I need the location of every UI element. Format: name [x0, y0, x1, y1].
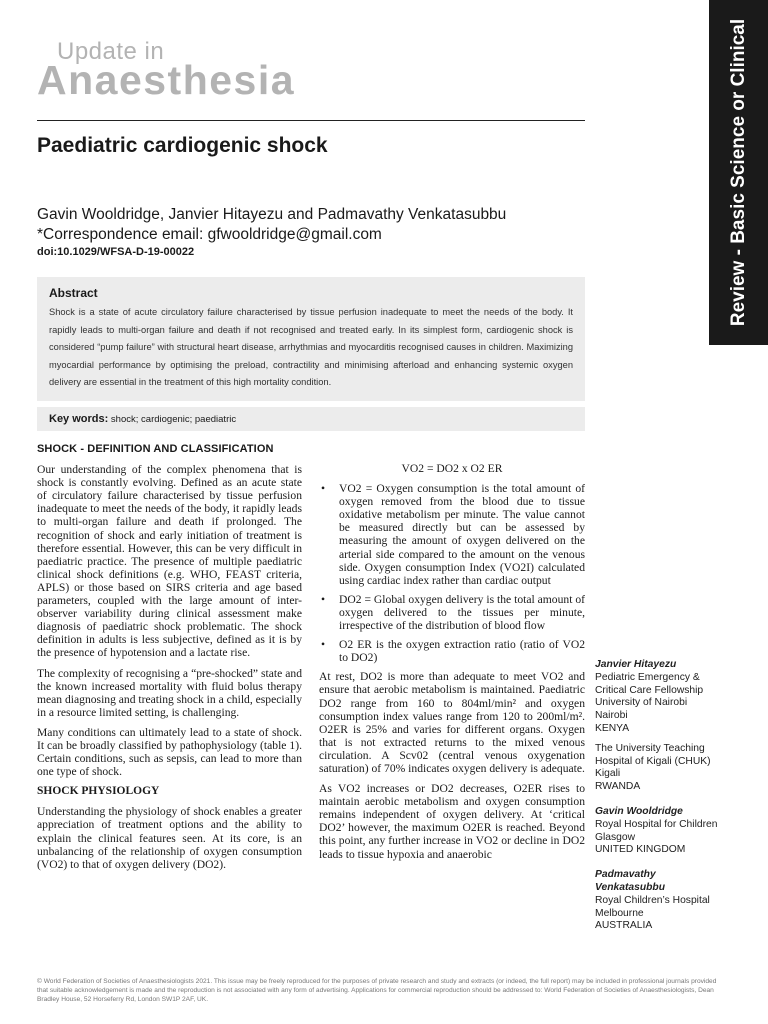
section-heading-physiology: SHOCK PHYSIOLOGY: [37, 785, 160, 798]
affiliation-name: Gavin Wooldridge: [595, 805, 683, 817]
list-item: • O2 ER is the oxygen extraction ratio (ratio of VO2 to DO2): [321, 638, 585, 665]
article-authors: Gavin Wooldridge, Janvier Hitayezu and Padmavathy Venkatasubbu: [37, 206, 507, 223]
right-column: [319, 462, 585, 868]
paragraph: As VO2 increases or DO2 decreases, O2ER rises to maintain aerobic metabolism and oxygen consumption remains independent of oxygen delivery. At ‘critical DO2’ however, the maximum O2ER is reached. Beyond this point, any further increase in VO2 or decline in DO2 leads to tissue hypoxia and anaerobic: [319, 782, 585, 861]
journal-masthead-small: Update in: [57, 38, 165, 65]
paragraph: Our understanding of the complex phenomena that is shock is constantly evolving. Defined as an acute state of circulatory failure characterised by tissue perfusion inadequate to meet the needs of the body, it rapidly leads to multi-organ failure and death if prolonged. The recognition of shock and early initiation of treatment is therefore essential. However, this can be very difficult in paediatric practice. The presence of multiple paediatric clinical shock definitions (e.g. WHO, FEAST criteria, APLS) or those based on SIRS criteria and age based parameters, coupled with the large amount of inter-observer variability during clinical assessment make diagnosis of paediatric shock problematic. The shock definition in adults is less subjective, defined as it is by the presence of hypotension and a lactate rise.: [37, 463, 302, 660]
side-banner: [709, 0, 768, 345]
section-heading-definition: SHOCK - DEFINITION AND CLASSIFICATION: [37, 443, 274, 455]
paragraph: At rest, DO2 is more than adequate to meet VO2 and ensure that aerobic metabolism is maintained. Paediatric DO2 range from 160 to 804ml/min² and oxygen consumption index values range from 120 to 200ml/m². O2ER is 25% and varies for different organs. Oxygen that is not extracted returns to the mixed venous circulation. A Scv02 (central venous oxygenation saturation) of 70% indicates oxygen delivery is adequate.: [319, 670, 585, 775]
correspondence-email[interactable]: *Correspondence email: gfwooldridge@gmail.com: [37, 226, 382, 243]
author-affiliations: Janvier Hitayezu Pediatric Emergency & Critical Care Fellowship University of Nairobi Nairobi KENYA The University Teaching Hospital of Kigali (CHUK) Kigali RWANDA Gavin Wooldridge Royal Hospital for Children Glasgow UNITED KINGDOM Padmavathy Venkatasubbu Royal Children’s Hospital Melbourne AUSTRALIA: [595, 659, 760, 933]
paragraph: Understanding the physiology of shock enables a greater appreciation of treatment options and the ability to explain the clinical features seen. At its core, is an unbalancing of the relationship of oxygen consumption (VO2) to that of oxygen delivery (DO2).: [37, 805, 302, 871]
list-item: • DO2 = Global oxygen delivery is the total amount of oxygen delivered to the tissues per minute, irrespective of the distribution of blood flow: [321, 592, 585, 633]
affiliation-name: Padmavathy Venkatasubbu: [595, 869, 665, 893]
bullet-icon: •: [321, 592, 326, 606]
definition-list: [319, 482, 585, 664]
keywords-value: shock; cardiogenic; paediatric: [108, 414, 237, 425]
affiliation-venkatasubbu: [595, 869, 705, 895]
article-title: Paediatric cardiogenic shock: [37, 134, 328, 157]
header-divider: [37, 120, 585, 121]
affiliation-wooldridge: Gavin Wooldridge Royal Hospital for Children Glasgow UNITED KINGDOM: [595, 806, 760, 857]
oxygen-equation: VO2 = DO2 x O2 ER: [401, 462, 503, 475]
paragraph: Many conditions can ultimately lead to a state of shock. It can be broadly classified by pathophysiology (table 1). Certain conditions, such as sepsis, can lead to more than one type of shock.: [37, 725, 302, 779]
bullet-icon: •: [321, 638, 326, 652]
abstract-text: Shock is a state of acute circulatory failure characterised by tissue perfusion inadequate to meet the needs of the body. It rapidly leads to multi-organ failure and death if not recognised and treated early. In its simplest form, cardiogenic shock is considered “pump failure” with structural heart disease, arrhythmias and myocarditis recognised causes in children. Maximizing myocardial performance by optimising the preload, contractility and minimising afterload and enhancing systemic oxygen delivery are essential in the treatment of this high mortality condition.: [49, 307, 573, 388]
affiliation-name: Janvier Hitayezu: [595, 659, 677, 670]
bullet-icon: •: [321, 482, 326, 496]
abstract-box: [37, 277, 585, 401]
journal-masthead-title: Anaesthesia: [37, 57, 296, 103]
article-doi[interactable]: doi:10.1029/WFSA-D-19-00022: [37, 246, 195, 258]
side-banner-label: Review - Basic Science or Clinical: [727, 18, 749, 327]
affiliation-kigali: The University Teaching Hospital of Kigali (CHUK) Kigali RWANDA: [595, 742, 711, 793]
left-column: [37, 443, 302, 878]
list-item: • VO2 = Oxygen consumption is the total amount of oxygen removed from the blood due to tissue oxidative metabolism per minute. The value cannot be measured directly but can be assessed by measuring the amount of oxygen delivered on the arterial side compared to the amount on the venous side. Oxygen consumption Index (VO2I) calculated using cardiac index rather than cardiac output: [321, 482, 585, 587]
abstract-heading: Abstract: [49, 286, 98, 300]
paragraph: The complexity of recognising a “pre-shocked” state and the known increased mortality with fluid bolus therapy mean diagnosing and treating shock in a child, especially in a resource limited setting, is challenging.: [37, 666, 302, 719]
copyright-footer: © World Federation of Societies of Anaesthesiologists 2021. This issue may be freely reproduced for the purposes of private research and study and extracts (or indeed, the full report) may be included in professional journals provided that suitable acknowledgement is made and the reproduction is not associated with any form of advertising. Applications for commercial reproduction should be addressed to: World Federation of Societies of Anaesthesiologists, Dean Bradley House, 52 Horseferry Rd, London SW1P 2AF, UK.: [37, 978, 717, 1003]
affiliation-hitayezu: Janvier Hitayezu Pediatric Emergency & Critical Care Fellowship University of Nairobi Nairobi KENYA: [595, 659, 760, 736]
keywords-box: [37, 407, 585, 431]
keywords-label: Key words:: [49, 413, 109, 425]
